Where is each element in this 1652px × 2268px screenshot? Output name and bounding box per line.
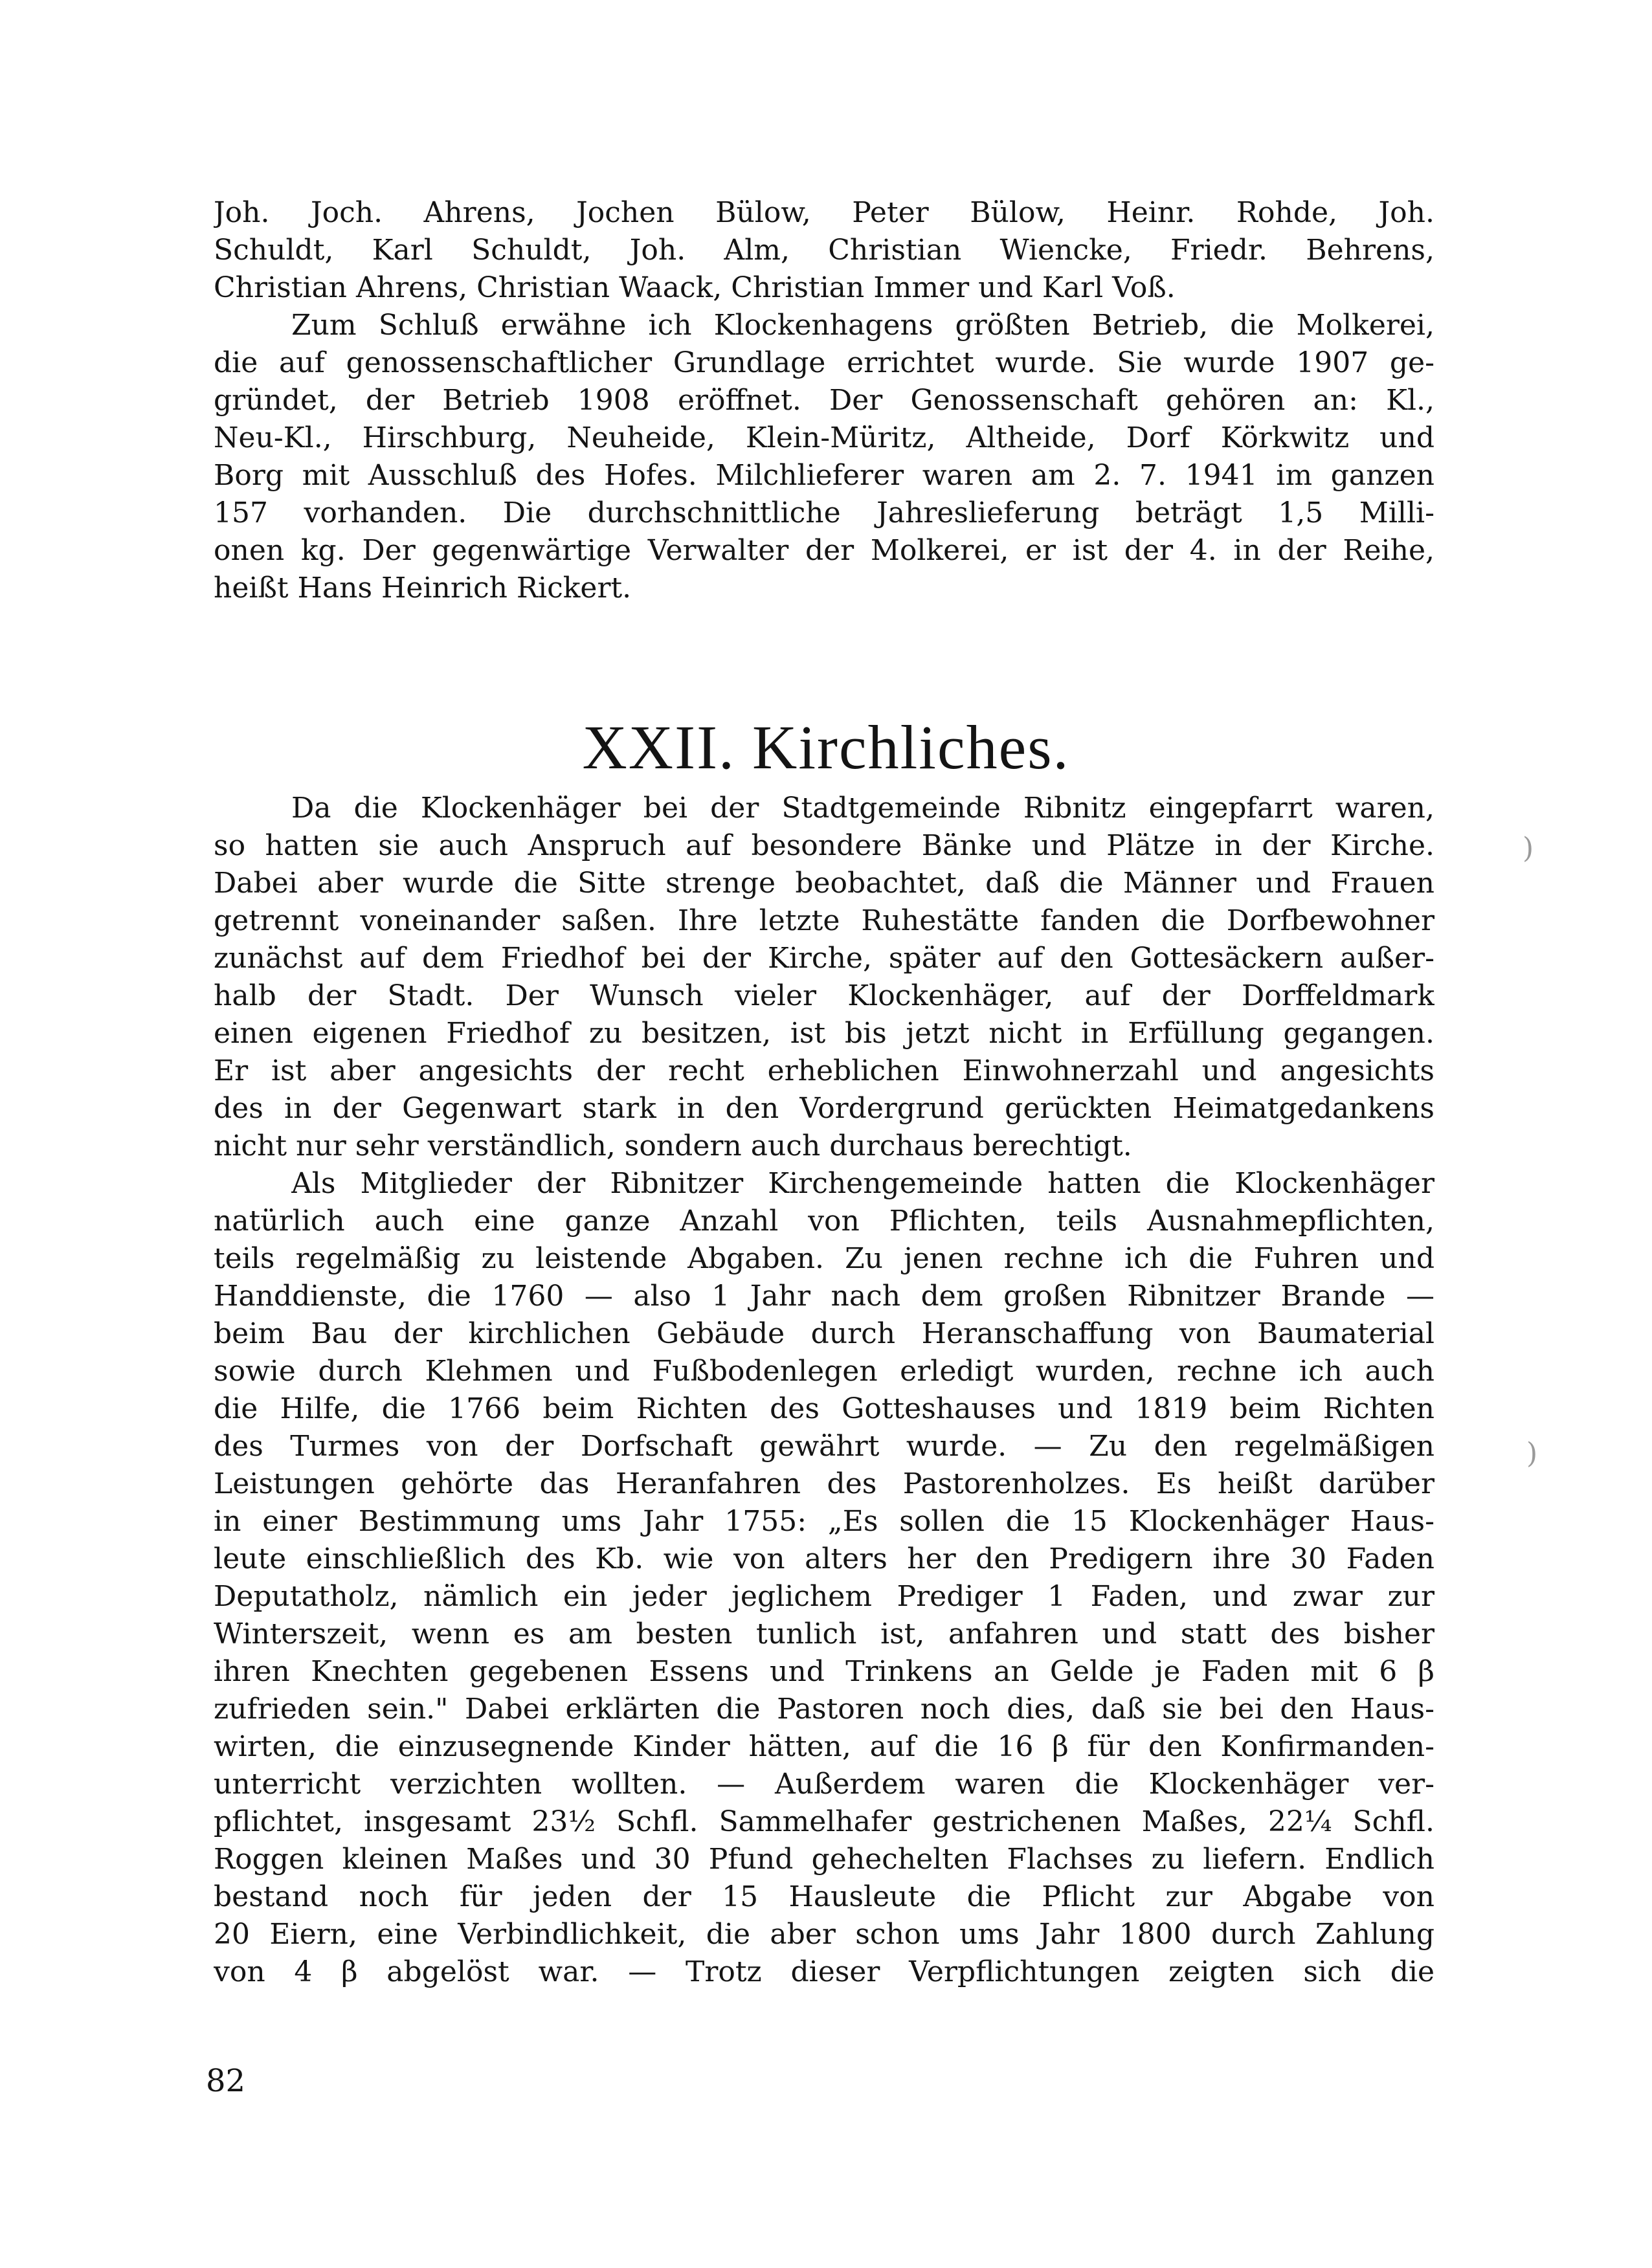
text-line: in einer Bestimmung ums Jahr 1755: „Es sollen die 15 Klockenhäger Haus-: [214, 1505, 1434, 1538]
text-line: zufrieden sein." Dabei erklärten die Pastoren noch dies, daß sie bei den Haus-: [214, 1693, 1434, 1726]
text-line: 20 Eiern, eine Verbindlichkeit, die aber schon ums Jahr 1800 durch Zahlung: [214, 1918, 1434, 1951]
text-line: nicht nur sehr verständlich, sondern auch durchaus berechtigt.: [214, 1129, 1132, 1162]
text-line: Er ist aber angesichts der recht erheblichen Einwohnerzahl und angesichts: [214, 1054, 1434, 1087]
text-line: Handdienste, die 1760 — also 1 Jahr nach dem großen Ribnitzer Brande —: [214, 1280, 1434, 1313]
text-line: sowie durch Klehmen und Fußbodenlegen erledigt wurden, rechne ich auch: [214, 1355, 1434, 1388]
margin-mark: ): [1523, 832, 1534, 865]
text-line: die Hilfe, die 1766 beim Richten des Gotteshauses und 1819 beim Richten: [214, 1392, 1434, 1425]
text-line: 157 vorhanden. Die durchschnittliche Jahreslieferung beträgt 1,5 Milli-: [214, 496, 1434, 529]
text-line: von 4 β abgelöst war. — Trotz dieser Verpflichtungen zeigten sich die: [214, 1955, 1434, 1988]
text-line: leute einschließlich des Kb. wie von alters her den Predigern ihre 30 Faden: [214, 1542, 1434, 1575]
page-number: 82: [206, 2063, 246, 2099]
text-line: teils regelmäßig zu leistende Abgaben. Zu jenen rechne ich die Fuhren und: [214, 1242, 1434, 1275]
text-line: zunächst auf dem Friedhof bei der Kirche, später auf den Gottesäckern außer-: [214, 942, 1434, 975]
text-line: halb der Stadt. Der Wunsch vieler Klockenhäger, auf der Dorffeldmark: [214, 979, 1434, 1012]
text-line: Neu-Kl., Hirschburg, Neuheide, Klein-Müritz, Altheide, Dorf Körkwitz und: [214, 421, 1434, 454]
text-line: wirten, die einzusegnende Kinder hätten, auf die 16 β für den Konfirmanden-: [214, 1730, 1434, 1763]
text-line: unterricht verzichten wollten. — Außerdem waren die Klockenhäger ver-: [214, 1768, 1434, 1801]
text-line: Als Mitglieder der Ribnitzer Kirchengemeinde hatten die Klockenhäger: [291, 1167, 1434, 1200]
text-line: natürlich auch eine ganze Anzahl von Pflichten, teils Ausnahmepflichten,: [214, 1205, 1434, 1238]
text-line: Schuldt, Karl Schuldt, Joh. Alm, Christian Wiencke, Friedr. Behrens,: [214, 234, 1434, 267]
text-line: Christian Ahrens, Christian Waack, Christian Immer und Karl Voß.: [214, 271, 1176, 304]
text-line: getrennt voneinander saßen. Ihre letzte Ruhestätte fanden die Dorfbewohner: [214, 904, 1434, 937]
text-line: beim Bau der kirchlichen Gebäude durch Heranschaffung von Baumaterial: [214, 1317, 1434, 1350]
text-line: onen kg. Der gegenwärtige Verwalter der Molkerei, er ist der 4. in der Reihe,: [214, 534, 1434, 567]
text-line: Zum Schluß erwähne ich Klockenhagens größten Betrieb, die Molkerei,: [291, 309, 1434, 342]
text-line: Roggen kleinen Maßes und 30 Pfund gehechelten Flachses zu liefern. Endlich: [214, 1843, 1434, 1876]
text-line: des in der Gegenwart stark in den Vordergrund gerückten Heimatgedankens: [214, 1092, 1434, 1125]
text-line: Deputatholz, nämlich ein jeder jeglichem Prediger 1 Faden, und zwar zur: [214, 1580, 1434, 1613]
text-line: die auf genossenschaftlicher Grundlage errichtet wurde. Sie wurde 1907 ge-: [214, 346, 1434, 379]
text-line: Winterszeit, wenn es am besten tunlich ist, anfahren und statt des bisher: [214, 1618, 1434, 1651]
chapter-heading: XXII. Kirchliches.: [582, 713, 1070, 782]
margin-mark: ): [1526, 1437, 1538, 1470]
text-line: ihren Knechten gegebenen Essens und Trinkens an Gelde je Faden mit 6 β: [214, 1655, 1434, 1688]
text-line: Leistungen gehörte das Heranfahren des Pastorenholzes. Es heißt darüber: [214, 1467, 1434, 1500]
text-line: bestand noch für jeden der 15 Hausleute die Pflicht zur Abgabe von: [214, 1880, 1434, 1913]
text-line: Dabei aber wurde die Sitte strenge beobachtet, daß die Männer und Frauen: [214, 867, 1434, 900]
text-line: Da die Klockenhäger bei der Stadtgemeinde Ribnitz eingepfarrt waren,: [291, 792, 1434, 825]
text-line: Borg mit Ausschluß des Hofes. Milchlieferer waren am 2. 7. 1941 im ganzen: [214, 459, 1434, 492]
text-line: gründet, der Betrieb 1908 eröffnet. Der Genossenschaft gehören an: Kl.,: [214, 384, 1434, 417]
text-line: Joh. Joch. Ahrens, Jochen Bülow, Peter Bülow, Heinr. Rohde, Joh.: [214, 196, 1434, 229]
text-line: des Turmes von der Dorfschaft gewährt wurde. — Zu den regelmäßigen: [214, 1430, 1434, 1463]
text-line: pflichtet, insgesamt 23½ Schfl. Sammelhafer gestrichenen Maßes, 22¼ Schfl.: [214, 1805, 1434, 1838]
text-line: einen eigenen Friedhof zu besitzen, ist bis jetzt nicht in Erfüllung gegangen.: [214, 1017, 1434, 1050]
text-line: heißt Hans Heinrich Rickert.: [214, 572, 632, 605]
text-line: so hatten sie auch Anspruch auf besondere Bänke und Plätze in der Kirche.: [214, 829, 1434, 862]
